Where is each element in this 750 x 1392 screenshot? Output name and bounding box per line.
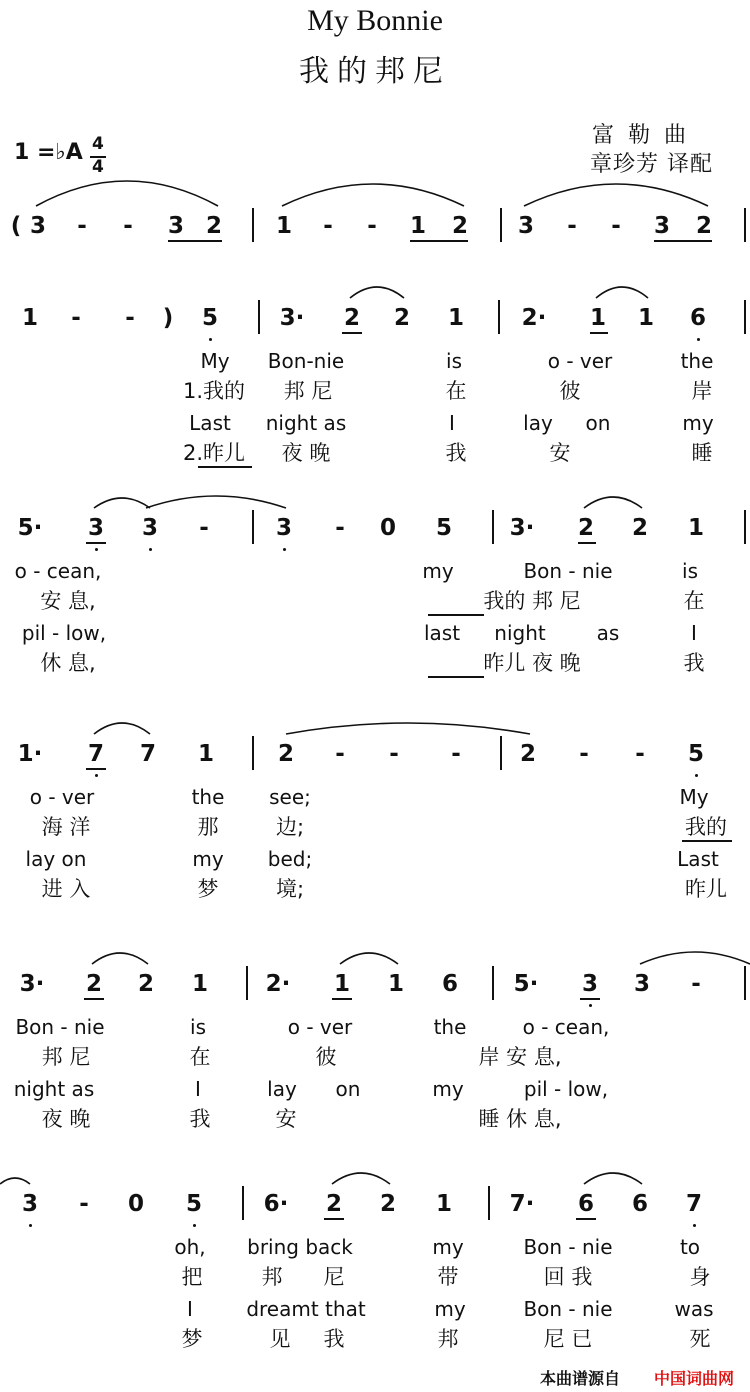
lyric-word: I: [449, 411, 455, 435]
note: -: [335, 515, 345, 541]
note: 2: [205, 213, 223, 239]
lyric-word: 2.昨儿: [182, 441, 246, 465]
note: 2: [631, 515, 649, 541]
lyric-word: I: [195, 1077, 201, 1101]
lyric-word: the: [433, 1015, 467, 1039]
slur: [146, 496, 286, 508]
lyric-word: oh,: [174, 1235, 206, 1259]
lyric-word: o - cean,: [522, 1015, 610, 1039]
note: 1: [589, 305, 607, 331]
note: 2: [519, 741, 537, 767]
note: 3: [517, 213, 535, 239]
note: -: [123, 213, 133, 239]
lyric-word: see;: [269, 785, 311, 809]
lyric-word: 邦 尼: [41, 1045, 91, 1069]
lyric-word: 在: [683, 589, 705, 613]
note: 2: [451, 213, 469, 239]
lyric-word: 进 入: [41, 877, 91, 901]
lyric-word: bring back: [247, 1235, 353, 1259]
lyric-word: 夜 晚: [281, 441, 331, 465]
lyric-word: is: [190, 1015, 206, 1039]
note: -: [323, 213, 333, 239]
note: -: [389, 741, 399, 767]
note: 1: [197, 741, 215, 767]
lyric-word: 安 息,: [40, 589, 96, 613]
lyric-word: 身: [689, 1265, 711, 1289]
slur: [584, 497, 642, 508]
composer-credit: 富勒曲: [592, 123, 701, 148]
note: -: [691, 971, 701, 997]
lyric-word: 邦 尼: [283, 379, 333, 403]
time-signature-top: 4: [92, 134, 104, 154]
lyric-word: 把: [181, 1265, 203, 1289]
slur: [524, 184, 708, 206]
note: 3·: [279, 305, 305, 331]
lyric-word: pil - low,: [21, 621, 107, 645]
source-site-link[interactable]: 中国词曲网: [654, 1369, 735, 1388]
lyric-word: night: [494, 621, 546, 645]
note: 3: [29, 213, 47, 239]
note: 2·: [265, 971, 291, 997]
lyric-word: o - cean,: [14, 559, 102, 583]
note: 1: [447, 305, 465, 331]
lyric-word: 安: [549, 441, 571, 465]
lyric-word: 睡 休 息,: [478, 1107, 562, 1131]
lyric-word: my: [422, 559, 454, 583]
lyric-word: my: [682, 411, 714, 435]
key-signature: 1 =♭A: [14, 140, 83, 165]
lyric-word: 尼: [323, 1265, 345, 1289]
lyric-word: the: [191, 785, 225, 809]
note: 3: [633, 971, 651, 997]
lyric-word: 岸: [691, 379, 713, 403]
lyric-word: 邦: [261, 1265, 283, 1289]
note: ): [162, 305, 174, 331]
note: 3: [21, 1191, 39, 1217]
note: 2: [695, 213, 713, 239]
note: 3·: [509, 515, 535, 541]
lyric-word: o - ver: [29, 785, 95, 809]
lyric-word: 我的: [685, 815, 727, 839]
lyric-word: My: [200, 349, 230, 373]
note: 5: [185, 1191, 203, 1217]
note: 1: [637, 305, 655, 331]
lyric-word: night as: [265, 411, 347, 435]
lyric-word: 岸 安 息,: [478, 1045, 562, 1069]
note: 1: [409, 213, 427, 239]
lyric-word: 梦: [197, 877, 219, 901]
note: 5·: [17, 515, 43, 541]
note: 7: [139, 741, 157, 767]
lyric-word: 见: [269, 1327, 291, 1351]
note: 6: [441, 971, 459, 997]
note: -: [567, 213, 577, 239]
note: -: [77, 213, 87, 239]
note: 2: [137, 971, 155, 997]
lyric-word: Bon-nie: [267, 349, 345, 373]
lyric-word: Last: [189, 411, 231, 435]
slur: [340, 953, 398, 964]
note: -: [71, 305, 81, 331]
note: 2: [277, 741, 295, 767]
lyric-word: 邦: [437, 1327, 459, 1351]
lyric-word: dreamt that: [246, 1297, 366, 1321]
lyric-word: 彼: [559, 379, 581, 403]
note: 2: [325, 1191, 343, 1217]
lyric-word: 我: [323, 1327, 345, 1351]
note: 1: [687, 515, 705, 541]
slur: [332, 1173, 390, 1184]
lyric-word: Bon - nie: [523, 559, 613, 583]
lyric-word: to: [679, 1235, 701, 1259]
lyric-word: 死: [689, 1327, 711, 1351]
lyric-word: bed;: [267, 847, 313, 871]
note: 3: [141, 515, 159, 541]
slur: [94, 498, 150, 508]
lyric-word: my: [432, 1077, 464, 1101]
lyric-word: 我的 邦 尼: [483, 589, 581, 613]
lyric-word: 我: [189, 1107, 211, 1131]
lyric-word: night as: [13, 1077, 95, 1101]
note: 6·: [263, 1191, 289, 1217]
lyric-word: I: [691, 621, 697, 645]
slur: [640, 952, 750, 964]
slur: [0, 1178, 30, 1184]
slur: [584, 1173, 642, 1184]
note: 2: [85, 971, 103, 997]
note: 3: [87, 515, 105, 541]
lyric-word: is: [682, 559, 698, 583]
slur: [92, 953, 148, 964]
lyric-word: 昨儿 夜 晚: [483, 651, 581, 675]
lyric-word: o - ver: [547, 349, 613, 373]
lyric-word: on: [335, 1077, 361, 1101]
note: 3: [581, 971, 599, 997]
note: 5: [687, 741, 705, 767]
note: 1: [333, 971, 351, 997]
note: -: [335, 741, 345, 767]
note: 0: [379, 515, 397, 541]
note: -: [367, 213, 377, 239]
note: -: [125, 305, 135, 331]
lyric-word: 回 我: [543, 1265, 593, 1289]
title-english: My Bonnie: [307, 4, 443, 37]
note: 5·: [513, 971, 539, 997]
note: 3·: [19, 971, 45, 997]
time-signature-bottom: 4: [92, 157, 104, 177]
note: 6: [689, 305, 707, 331]
source-label: 本曲谱源自: [540, 1369, 621, 1388]
note: 0: [127, 1191, 145, 1217]
slur: [94, 723, 150, 734]
lyric-word: lay: [523, 411, 553, 435]
lyric-word: 休 息,: [40, 651, 96, 675]
note: -: [451, 741, 461, 767]
note: 2: [379, 1191, 397, 1217]
lyric-word: 彼: [315, 1045, 337, 1069]
note: 6: [631, 1191, 649, 1217]
lyric-word: 安: [275, 1107, 297, 1131]
note: 1: [191, 971, 209, 997]
slur: [596, 287, 648, 298]
note: -: [611, 213, 621, 239]
lyric-word: 在: [445, 379, 467, 403]
title-chinese: 我的邦尼: [299, 54, 451, 89]
lyric-word: my: [432, 1235, 464, 1259]
note: 6: [577, 1191, 595, 1217]
slur: [282, 184, 464, 206]
lyric-word: Bon - nie: [15, 1015, 105, 1039]
note: 1: [387, 971, 405, 997]
note: 1: [435, 1191, 453, 1217]
lyric-word: on: [585, 411, 611, 435]
lyric-word: is: [446, 349, 462, 373]
lyric-word: the: [680, 349, 714, 373]
lyric-word: Bon - nie: [523, 1297, 613, 1321]
note: -: [635, 741, 645, 767]
note: (: [10, 213, 22, 239]
lyric-word: 夜 晚: [41, 1107, 91, 1131]
lyric-word: last: [423, 621, 461, 645]
note: -: [199, 515, 209, 541]
note: -: [79, 1191, 89, 1217]
slur: [350, 287, 404, 298]
note: 7·: [509, 1191, 535, 1217]
lyric-word: 境;: [275, 877, 305, 901]
lyric-word: 在: [189, 1045, 211, 1069]
lyric-word: Last: [677, 847, 719, 871]
lyric-word: 尼 已: [543, 1327, 593, 1351]
lyric-word: 那: [197, 815, 219, 839]
lyric-word: Bon - nie: [523, 1235, 613, 1259]
note: 1: [21, 305, 39, 331]
lyric-word: I: [187, 1297, 193, 1321]
lyric-word: lay: [267, 1077, 297, 1101]
note: 7: [685, 1191, 703, 1217]
note: 2: [393, 305, 411, 331]
lyric-word: pil - low,: [523, 1077, 609, 1101]
lyric-word: 我: [445, 441, 467, 465]
note: 2·: [521, 305, 547, 331]
note: 5: [435, 515, 453, 541]
lyric-word: lay on: [25, 847, 87, 871]
lyric-word: 昨儿: [685, 877, 727, 901]
lyric-word: 睡: [691, 441, 713, 465]
lyric-word: My: [679, 785, 709, 809]
note: 2: [577, 515, 595, 541]
lyric-word: 梦: [181, 1327, 203, 1351]
note: 7: [87, 741, 105, 767]
lyric-word: was: [674, 1297, 714, 1321]
lyric-word: 带: [437, 1265, 459, 1289]
note: 2: [343, 305, 361, 331]
lyric-word: o - ver: [287, 1015, 353, 1039]
note: 5: [201, 305, 219, 331]
note: 3: [167, 213, 185, 239]
arranger-credit: 章珍芳 译配: [590, 152, 713, 177]
lyric-word: my: [192, 847, 224, 871]
slur: [36, 181, 218, 206]
lyric-word: my: [434, 1297, 466, 1321]
lyric-word: 1.我的: [182, 379, 246, 403]
note: -: [579, 741, 589, 767]
lyric-word: 边;: [275, 815, 305, 839]
lyric-word: 我: [683, 651, 705, 675]
lyric-word: as: [596, 621, 620, 645]
note: 3: [653, 213, 671, 239]
lyric-word: 海 洋: [41, 815, 91, 839]
slur: [286, 723, 530, 734]
note: 1: [275, 213, 293, 239]
note: 3: [275, 515, 293, 541]
note: 1·: [17, 741, 43, 767]
